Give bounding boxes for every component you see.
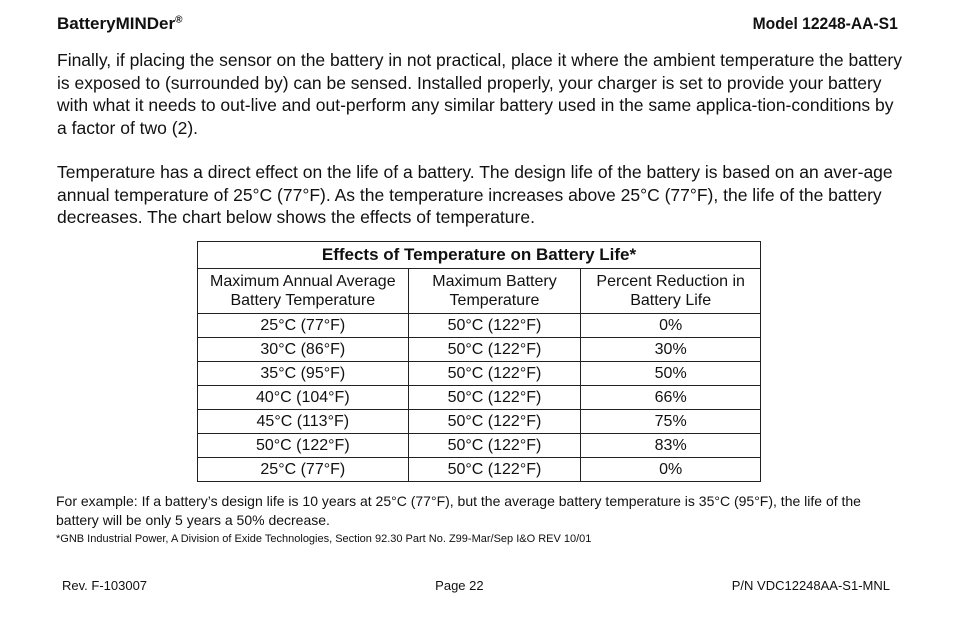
table-cell: 83% [581, 434, 761, 458]
table-cell: 25°C (77°F) [198, 458, 409, 482]
column-header: Maximum Battery Temperature [408, 269, 581, 314]
column-header: Maximum Annual Average Battery Temperature [198, 269, 409, 314]
table-cell: 50°C (122°F) [408, 410, 581, 434]
column-header: Percent Reduction in Battery Life [581, 269, 761, 314]
example-text: For example: If a battery’s design life is 10 years at 25°C (77°F), but the average battery temperature is 35°C (95°F), the life of the battery will be only 5 years a 50% decrease. [56, 493, 861, 528]
table-row [198, 410, 761, 434]
paragraph-sensor-placement: Finally, if placing the sensor on the battery in not practical, place it where the ambient temperature the battery is exposed to (surrounded by) can be sensed. Installed properly, your charger is set to provide your battery with what it needs to out-live and out-perform any similar battery used in the same applica-tion-conditions by a factor of two (2). [57, 50, 902, 138]
temperature-table [197, 241, 761, 482]
table-cell: 50°C (122°F) [408, 386, 581, 410]
registered-mark: ® [175, 14, 183, 26]
table-cell: 40°C (104°F) [198, 386, 409, 410]
table-cell: 66% [581, 386, 761, 410]
page-header [57, 14, 898, 34]
table-cell: 0% [581, 458, 761, 482]
table-title: Effects of Temperature on Battery Life* [198, 242, 761, 269]
table-row [198, 458, 761, 482]
model-number: Model 12248-AA-S1 [752, 14, 898, 33]
table-cell: 25°C (77°F) [198, 314, 409, 338]
table-row [198, 386, 761, 410]
table-cell: 50% [581, 362, 761, 386]
table-cell: 50°C (122°F) [408, 362, 581, 386]
table-header-row [198, 269, 761, 314]
table-cell: 35°C (95°F) [198, 362, 409, 386]
page-number: Page 22 [435, 578, 484, 593]
table-cell: 50°C (122°F) [408, 314, 581, 338]
table-cell: 45°C (113°F) [198, 410, 409, 434]
page-footer [62, 578, 890, 593]
table-row [198, 314, 761, 338]
table-row [198, 434, 761, 458]
part-number: P/N VDC12248AA-S1-MNL [731, 578, 890, 593]
table-cell: 50°C (122°F) [198, 434, 409, 458]
table-cell: 75% [581, 410, 761, 434]
table-cell: 50°C (122°F) [408, 434, 581, 458]
table-row [198, 362, 761, 386]
table-cell: 30°C (86°F) [198, 338, 409, 362]
source-footnote: *GNB Industrial Power, A Division of Exide Technologies, Section 92.30 Part No. Z99-Mar/Sep I&O REV 10/01 [56, 533, 592, 545]
revision-label: Rev. F-103007 [62, 578, 148, 593]
brand-name: BatteryMINDer® [57, 14, 183, 33]
table-cell: 0% [581, 314, 761, 338]
table-cell: 50°C (122°F) [408, 338, 581, 362]
table-row [198, 338, 761, 362]
table-cell: 30% [581, 338, 761, 362]
paragraph-temperature-effect: Temperature has a direct effect on the life of a battery. The design life of the battery is based on an aver-age annual temperature of 25°C (77°F). As the temperature increases above 25°C (77°F), the life of the battery decreases. The chart below shows the effects of temperature. [57, 162, 893, 227]
table-cell: 50°C (122°F) [408, 458, 581, 482]
